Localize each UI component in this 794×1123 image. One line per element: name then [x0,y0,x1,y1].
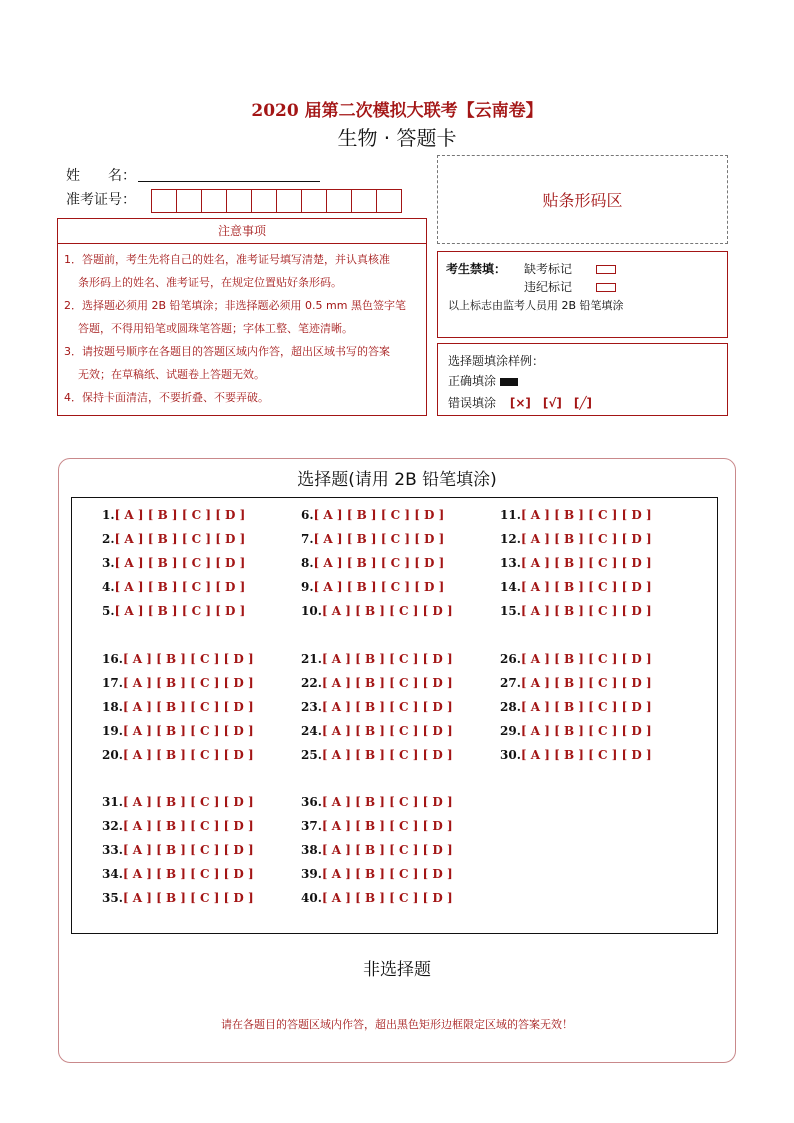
id-number-boxes[interactable] [151,189,401,213]
note-line: 1．答题前，考生先将自己的姓名，准考证号填写清楚，并认真核准 [64,253,390,266]
mc-question [500,700,652,714]
mc-question [102,604,245,618]
absent-mark-label: 缺考标记 [524,262,573,276]
answer-options[interactable]: [ A ] [ B ] [ C ] [ D ] [321,795,453,809]
question-number: 20. [102,748,123,762]
fill-sample-box [437,343,728,416]
question-number: 31. [102,795,123,809]
mc-question [102,508,245,522]
mc-question [102,556,245,570]
question-number: 12. [500,532,521,546]
mc-question [301,748,453,762]
mc-question [102,843,254,857]
question-number: 11. [500,508,521,522]
question-number: 7. [301,532,314,546]
wrong-fill-marks: [×] [√] [╱] [509,396,593,410]
note-line: 4．保持卡面清洁，不要折叠、不要弄破。 [64,391,269,404]
question-number: 8. [301,556,314,570]
answer-options[interactable]: [ A ] [ B ] [ C ] [ D ] [114,580,246,594]
answer-options[interactable]: [ A ] [ B ] [ C ] [ D ] [122,652,254,666]
note-line: 无效；在草稿纸、试题卷上答题无效。 [78,368,265,381]
question-number: 24. [301,724,322,738]
forbidden-label: 考生禁填： [446,262,507,276]
mc-question [500,724,652,738]
answer-options[interactable]: [ A ] [ B ] [ C ] [ D ] [520,724,652,738]
question-number: 30. [500,748,521,762]
mc-question [500,532,652,546]
answer-options[interactable]: [ A ] [ B ] [ C ] [ D ] [122,795,254,809]
question-number: 33. [102,843,123,857]
sample-heading: 选择题填涂样例： [448,354,545,368]
question-number: 14. [500,580,521,594]
question-number: 21. [301,652,322,666]
sheet-subtitle: 生物 · 答题卡 [337,126,457,150]
mc-question [102,867,254,881]
question-number: 4. [102,580,115,594]
answer-options[interactable]: [ A ] [ B ] [ C ] [ D ] [321,867,453,881]
nonmc-warning: 请在各题目的答题区域内作答，超出黑色矩形边框限定区域的答案无效！ [221,1018,573,1031]
wrong-fill-label: 错误填涂 [448,396,497,410]
mc-question [301,604,453,618]
question-number: 13. [500,556,521,570]
answer-options[interactable]: [ A ] [ B ] [ C ] [ D ] [321,843,453,857]
mc-question [500,676,652,690]
question-number: 5. [102,604,115,618]
answer-options[interactable]: [ A ] [ B ] [ C ] [ D ] [122,819,254,833]
mc-question [500,508,652,522]
answer-options[interactable]: [ A ] [ B ] [ C ] [ D ] [520,700,652,714]
answer-options[interactable]: [ A ] [ B ] [ C ] [ D ] [313,532,445,546]
note-line: 2．选择题必须用 2B 铅笔填涂；非选择题必须用 0.5 mm 黑色签字笔 [64,299,406,312]
question-number: 16. [102,652,123,666]
answer-options[interactable]: [ A ] [ B ] [ C ] [ D ] [122,676,254,690]
question-number: 29. [500,724,521,738]
question-number: 19. [102,724,123,738]
mc-question [301,580,444,594]
mc-question [102,532,245,546]
answer-options[interactable]: [ A ] [ B ] [ C ] [ D ] [520,652,652,666]
question-number: 18. [102,700,123,714]
mc-question [301,676,453,690]
question-number: 27. [500,676,521,690]
question-number: 35. [102,891,123,905]
notes-box [57,218,427,416]
question-number: 1. [102,508,115,522]
answer-options[interactable]: [ A ] [ B ] [ C ] [ D ] [321,748,453,762]
mc-question [301,724,453,738]
answer-options[interactable]: [ A ] [ B ] [ C ] [ D ] [321,652,453,666]
answer-options[interactable]: [ A ] [ B ] [ C ] [ D ] [122,891,254,905]
mc-question [102,700,254,714]
answer-options[interactable]: [ A ] [ B ] [ C ] [ D ] [520,580,652,594]
mc-question [102,795,254,809]
answer-options[interactable]: [ A ] [ B ] [ C ] [ D ] [114,556,246,570]
answer-options[interactable]: [ A ] [ B ] [ C ] [ D ] [114,604,246,618]
answer-options[interactable]: [ A ] [ B ] [ C ] [ D ] [321,819,453,833]
mc-question [500,580,652,594]
note-line: 3．请按题号顺序在各题目的答题区域内作答，超出区域书写的答案 [64,345,390,358]
mc-question [102,580,245,594]
question-number: 25. [301,748,322,762]
mc-title: 选择题(请用 2B 铅笔填涂) [297,470,497,490]
mc-question [500,556,652,570]
answer-options[interactable]: [ A ] [ B ] [ C ] [ D ] [122,724,254,738]
mc-question [301,508,444,522]
answer-options[interactable]: [ A ] [ B ] [ C ] [ D ] [321,676,453,690]
answer-options[interactable]: [ A ] [ B ] [ C ] [ D ] [520,676,652,690]
question-number: 39. [301,867,322,881]
mc-question [301,652,453,666]
mc-question [102,819,254,833]
answer-options[interactable]: [ A ] [ B ] [ C ] [ D ] [520,508,652,522]
question-number: 32. [102,819,123,833]
mc-question [301,795,453,809]
note-line: 答题，不得用铅笔或圆珠笔答题；字体工整、笔迹清晰。 [78,322,353,335]
answer-options[interactable]: [ A ] [ B ] [ C ] [ D ] [321,724,453,738]
mc-question [500,652,652,666]
answer-options[interactable]: [ A ] [ B ] [ C ] [ D ] [321,891,453,905]
question-number: 28. [500,700,521,714]
answer-options[interactable]: [ A ] [ B ] [ C ] [ D ] [321,604,453,618]
question-number: 37. [301,819,322,833]
mc-question [301,843,453,857]
notes-heading: 注意事项 [58,219,426,244]
answer-options[interactable]: [ A ] [ B ] [ C ] [ D ] [122,700,254,714]
mc-question [102,676,254,690]
correct-fill-mark [500,378,518,386]
note-line: 条形码上的姓名、准考证号，在规定位置贴好条形码。 [78,276,342,289]
question-number: 17. [102,676,123,690]
mc-question [301,819,453,833]
sheet-title: 2020 届第二次模拟大联考【云南卷】 [251,101,543,121]
answer-options[interactable]: [ A ] [ B ] [ C ] [ D ] [520,532,652,546]
answer-options[interactable]: [ A ] [ B ] [ C ] [ D ] [114,508,246,522]
answer-options[interactable]: [ A ] [ B ] [ C ] [ D ] [520,604,652,618]
question-number: 22. [301,676,322,690]
answer-options[interactable]: [ A ] [ B ] [ C ] [ D ] [114,532,246,546]
mc-question [301,891,453,905]
answer-options[interactable]: [ A ] [ B ] [ C ] [ D ] [321,700,453,714]
correct-fill-label: 正确填涂 [448,374,497,388]
name-label: 姓 名： [66,168,136,184]
violation-mark-box[interactable] [596,283,616,292]
answer-options[interactable]: [ A ] [ B ] [ C ] [ D ] [122,867,254,881]
question-number: 10. [301,604,322,618]
mc-question [301,532,444,546]
name-field[interactable] [138,180,320,182]
mc-question [301,867,453,881]
mc-question [102,891,254,905]
absent-mark-box[interactable] [596,265,616,274]
mc-question [500,748,652,762]
mc-question [500,604,652,618]
nonmc-title: 非选择题 [363,960,431,980]
question-number: 26. [500,652,521,666]
answer-options[interactable]: [ A ] [ B ] [ C ] [ D ] [520,748,652,762]
mc-question [301,700,453,714]
mc-question [102,724,254,738]
answer-options[interactable]: [ A ] [ B ] [ C ] [ D ] [313,580,445,594]
question-number: 15. [500,604,521,618]
question-number: 2. [102,532,115,546]
answer-options[interactable]: [ A ] [ B ] [ C ] [ D ] [122,748,254,762]
question-number: 34. [102,867,123,881]
answer-options[interactable]: [ A ] [ B ] [ C ] [ D ] [313,556,445,570]
mc-question [102,652,254,666]
barcode-area: 贴条形码区 [437,155,728,244]
question-number: 38. [301,843,322,857]
answer-options[interactable]: [ A ] [ B ] [ C ] [ D ] [122,843,254,857]
question-number: 40. [301,891,322,905]
answer-options[interactable]: [ A ] [ B ] [ C ] [ D ] [520,556,652,570]
question-number: 23. [301,700,322,714]
answer-options[interactable]: [ A ] [ B ] [ C ] [ D ] [313,508,445,522]
question-number: 9. [301,580,314,594]
forbidden-note: 以上标志由监考人员用 2B 铅笔填涂 [448,299,624,312]
violation-mark-label: 违纪标记 [524,280,573,294]
question-number: 3. [102,556,115,570]
question-number: 36. [301,795,322,809]
id-label: 准考证号： [66,192,136,208]
question-number: 6. [301,508,314,522]
forbidden-box [437,251,728,338]
mc-question [301,556,444,570]
mc-question [102,748,254,762]
